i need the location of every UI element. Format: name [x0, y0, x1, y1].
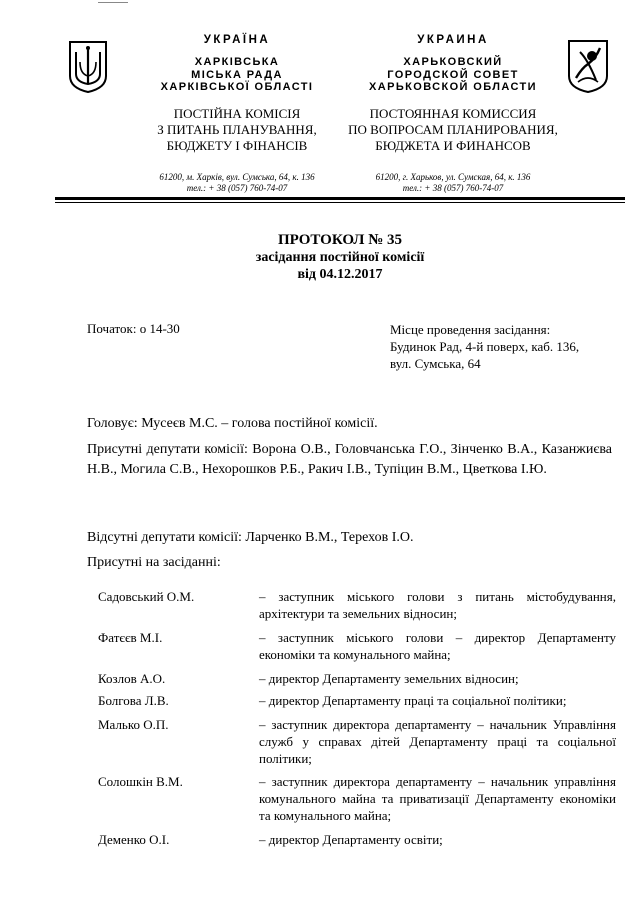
- attendee-role: – заступник міського голови з питань містобудування, архітектури та земельних відносин;: [259, 589, 616, 621]
- council-line: ХАРКІВСЬКОЇ ОБЛАСТІ: [160, 81, 314, 93]
- commission-line: ПОСТІЙНА КОМІСІЯ: [173, 105, 301, 121]
- attendee-role: – заступник міського голови – директор Департаменту економіки та комунального майна;: [259, 630, 616, 662]
- meeting-venue: [390, 321, 579, 372]
- letterhead-ukrainian: [132, 34, 342, 194]
- attendee-role: – директор Департаменту земельних відносин;: [259, 671, 519, 686]
- protocol-date: від 04.12.2017: [297, 267, 383, 282]
- attendee-name: Деменко О.І.: [98, 832, 170, 847]
- letterhead-russian: [348, 34, 558, 194]
- scan-mark: [98, 2, 128, 3]
- attendee-name: Садовський О.М.: [98, 589, 195, 604]
- absent-members-paragraph: Відсутні депутати комісії: Ларченко В.М., Терехов І.О.: [87, 530, 414, 545]
- commission-line: ПО ВОПРОСАМ ПЛАНИРОВАНИЯ,: [348, 121, 558, 137]
- attendee-role: – директор Департаменту освіти;: [259, 832, 443, 847]
- attendee-name: Солошкін В.М.: [98, 774, 183, 789]
- attendees-heading: Присутні на засіданні:: [87, 555, 221, 570]
- council-line: ХАРКІВСЬКА: [194, 56, 280, 68]
- attendee-name: Болгова Л.В.: [98, 693, 169, 708]
- contact-address: [348, 172, 558, 194]
- commission-line: БЮДЖЕТА И ФИНАНСОВ: [375, 137, 531, 153]
- address-line: 61200, м. Харків, вул. Сумська, 64, к. 136: [159, 171, 315, 182]
- address-line: 61200, г. Харьков, ул. Сумская, 64, к. 136: [375, 171, 531, 182]
- contact-address: [132, 172, 342, 194]
- council-line: ХАРЬКОВСКОЙ ОБЛАСТИ: [369, 81, 537, 93]
- commission-line: ПОСТОЯННАЯ КОМИССИЯ: [369, 105, 537, 121]
- attendee-name: Малько О.П.: [98, 717, 169, 732]
- council-name: [348, 56, 558, 94]
- attendee-name: Козлов А.О.: [98, 671, 166, 686]
- header-divider-thin: [55, 202, 625, 203]
- council-line: ХАРЬКОВСКИЙ: [403, 56, 503, 68]
- attendee-role: – заступник директора департаменту – начальник управління комунального майна та приватизації Департаменту економіки та комунального майна;: [259, 774, 616, 823]
- protocol-number: ПРОТОКОЛ № 35: [277, 232, 403, 248]
- commission-name: [132, 106, 342, 154]
- country-name: УКРАЇНА: [203, 34, 271, 46]
- protocol-subtitle: засідання постійної комісії: [255, 250, 425, 265]
- phone-line: тел.: + 38 (057) 760-74-07: [402, 182, 504, 193]
- country-name: УКРАИНА: [417, 34, 489, 46]
- trident-coat-of-arms-icon: [68, 40, 108, 94]
- venue-line: Будинок Рад, 4-й поверх, каб. 136,: [390, 339, 580, 354]
- council-name: [132, 56, 342, 94]
- header-divider-thick: [55, 197, 625, 200]
- commission-name: [348, 106, 558, 154]
- venue-line: вул. Сумська, 64: [390, 356, 481, 371]
- venue-line: Місце проведення засідання:: [390, 322, 551, 337]
- chair-paragraph: Головує: Мусеєв М.С. – голова постійної комісії.: [87, 416, 378, 431]
- phone-line: тел.: + 38 (057) 760-74-07: [186, 182, 288, 193]
- commission-line: БЮДЖЕТУ І ФІНАНСІВ: [166, 137, 308, 153]
- kharkiv-coat-of-arms-icon: [566, 38, 610, 94]
- council-line: ГОРОДСКОЙ СОВЕТ: [387, 68, 519, 81]
- present-members-paragraph: Присутні депутати комісії: Ворона О.В., Головчанська Г.О., Зінченко В.А., Казанжиєва Н.В., Могила С.В., Нехорошков Р.Б., Ракич І.В., Тупіцин В.М., Цветкова І.Ю.: [87, 442, 612, 477]
- attendee-role: – директор Департаменту праці та соціальної політики;: [259, 693, 567, 708]
- attendee-role: – заступник директора департаменту – начальник Управління служб у справах дітей Департаменту праці та соціальної політики;: [259, 717, 616, 766]
- commission-line: З ПИТАНЬ ПЛАНУВАННЯ,: [157, 121, 317, 137]
- council-line: МІСЬКА РАДА: [191, 68, 283, 81]
- document-title: [0, 232, 640, 283]
- attendee-name: Фатєєв М.І.: [98, 630, 163, 645]
- meeting-start: Початок: о 14-30: [87, 321, 180, 336]
